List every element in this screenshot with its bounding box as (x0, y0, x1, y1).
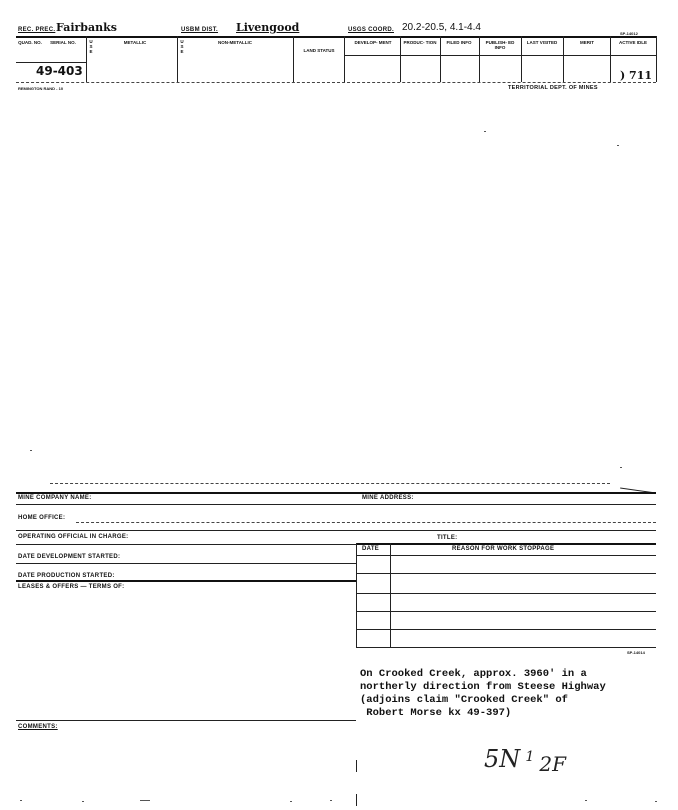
handwriting-line: 2F (539, 752, 566, 776)
col-divider (656, 36, 657, 82)
col-merit: MERIT (580, 40, 594, 45)
col-active-idle: ACTIVE IDLE (618, 40, 647, 45)
rule (356, 555, 656, 556)
stoppage-date-divider (390, 543, 391, 647)
speck (82, 801, 84, 802)
form-code-2: SP-14014 (627, 650, 645, 655)
rule (16, 544, 356, 545)
speck (330, 800, 332, 801)
header-sub-rule (16, 62, 87, 63)
col-quad-no: QUAD. NO. (18, 40, 42, 45)
col-divider (177, 36, 178, 82)
title-label: TITLE: (437, 535, 458, 541)
rule (356, 593, 656, 594)
location-note (360, 668, 606, 720)
card-bottom-rule (16, 82, 656, 83)
col-divider (479, 36, 480, 82)
comments-label: COMMENTS: (18, 724, 58, 730)
speck (140, 800, 150, 801)
usgs-coord-value: 20.2-20.5, 4.1-4.4 (402, 22, 481, 33)
department-note: TERRITORIAL DEPT. OF MINES (508, 85, 598, 91)
col-divider (86, 36, 87, 82)
speck (585, 800, 587, 801)
handwriting-line: 1 (525, 749, 535, 765)
rule (16, 563, 356, 564)
col-divider (440, 36, 441, 82)
printer-note: REMINGTON RAND - 10 (18, 86, 64, 91)
rule (356, 543, 656, 545)
rule (356, 647, 656, 648)
speck (290, 801, 292, 802)
operating-official-label: OPERATING OFFICIAL IN CHARGE: (18, 534, 129, 540)
col-published-info: PUBLISH- ED INFO (485, 40, 515, 50)
col-divider (563, 36, 564, 82)
header-rule (16, 36, 656, 38)
location-note-line: (adjoins claim "Crooked Creek" of (360, 694, 568, 706)
usbm-dist-label: USBM DIST. (181, 27, 219, 33)
col-divider (400, 36, 401, 82)
col-last-visited: LAST VISITED (526, 40, 558, 45)
serial-value: 49-403 (36, 64, 83, 78)
mine-address-label: MINE ADDRESS: (362, 495, 414, 501)
rule (16, 530, 656, 531)
col-use-2: U S E (180, 39, 184, 54)
leases-offers-label: LEASES & OFFERS — TERMS OF: (18, 584, 125, 590)
mine-company-name-label: MINE COMPANY NAME: (18, 495, 92, 501)
reason-column-header: REASON FOR WORK STOPPAGE (452, 546, 555, 552)
col-metallic: METALLIC (123, 40, 147, 45)
handwriting-line: 5N (484, 745, 521, 773)
speck (484, 131, 486, 132)
date-production-started-label: DATE PRODUCTION STARTED: (18, 573, 115, 579)
rule (356, 611, 656, 612)
rule (16, 720, 356, 721)
home-office-field (76, 522, 656, 523)
col-filed-info: FILED INFO (446, 40, 472, 45)
speck (617, 145, 619, 146)
rec-prec-value: Fairbanks (56, 21, 117, 34)
col-development: DEVELOP- MENT (354, 40, 392, 45)
location-note-line: Robert Morse kx 49-397) (360, 707, 512, 719)
col-divider (610, 36, 611, 82)
col-serial-no: SERIAL NO. (50, 40, 76, 45)
tick-mark (356, 794, 357, 806)
rule (16, 492, 656, 494)
rule (356, 573, 656, 574)
rule (16, 580, 356, 582)
rule (16, 504, 656, 505)
form-code: SP-14012 (620, 31, 638, 36)
stoppage-left-border (356, 543, 357, 647)
speck (20, 800, 22, 801)
status-code: ) 711 (620, 69, 653, 82)
location-note-line: northerly direction from Steese Highway (360, 681, 606, 693)
col-divider (293, 36, 294, 82)
rec-prec-label: REC. PREC. (18, 27, 56, 33)
header-sub-rule (344, 55, 656, 56)
col-divider (344, 36, 345, 82)
col-production: PRODUC- TION (403, 40, 437, 45)
usgs-coord-label: USGS COORD. (348, 27, 394, 33)
handwritten-note (484, 745, 566, 776)
col-divider (521, 36, 522, 82)
usbm-dist-value: Livengood (236, 21, 300, 34)
date-development-started-label: DATE DEVELOPMENT STARTED: (18, 554, 121, 560)
tick-mark (356, 760, 357, 772)
col-use-1: U S E (89, 39, 93, 54)
speck (620, 467, 622, 468)
col-land-status: LAND STATUS (303, 48, 335, 53)
rule (356, 629, 656, 630)
speck (30, 450, 32, 451)
speck (655, 801, 657, 802)
home-office-label: HOME OFFICE: (18, 515, 66, 521)
lower-top-dashed (50, 483, 610, 484)
col-non-metallic: NON-METALLIC (218, 40, 252, 45)
location-note-line: On Crooked Creek, approx. 3960' in a (360, 668, 587, 680)
date-column-header: DATE (362, 546, 380, 552)
